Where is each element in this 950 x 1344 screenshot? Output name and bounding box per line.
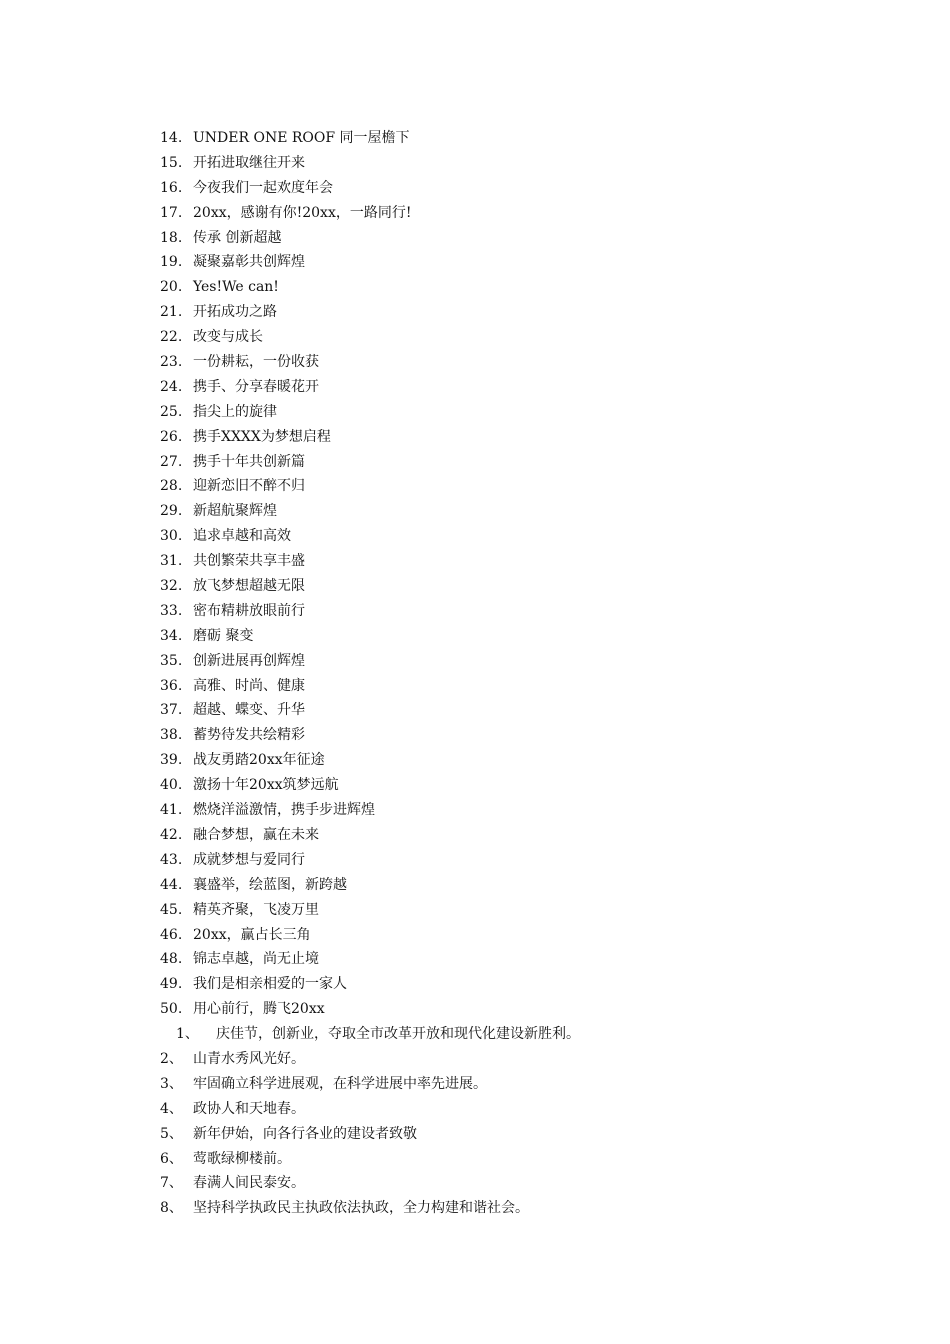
item-text: 开拓成功之路 xyxy=(193,304,277,321)
list-item xyxy=(160,698,880,723)
item-text: 携手、分享春暖花开 xyxy=(193,378,319,395)
list-item xyxy=(160,674,880,699)
item-text: 创新进展再创辉煌 xyxy=(193,652,305,669)
item-number: 46. xyxy=(160,926,183,943)
item-number: 8、 xyxy=(160,1200,183,1217)
item-number: 21. xyxy=(160,304,183,321)
list-item xyxy=(160,275,880,300)
list-item xyxy=(160,350,880,375)
item-text: 共创繁荣共享丰盛 xyxy=(193,553,305,570)
item-text: 一份耕耘，一份收获 xyxy=(193,354,319,371)
item-number: 37. xyxy=(160,702,183,719)
item-number: 45. xyxy=(160,901,183,918)
list-item xyxy=(160,624,880,649)
item-number: 30. xyxy=(160,528,183,545)
item-text: 20xx，赢占长三角 xyxy=(193,926,311,943)
item-number: 33. xyxy=(160,602,183,619)
item-text: Yes!We can! xyxy=(193,279,279,296)
list-item xyxy=(160,798,880,823)
list-item xyxy=(160,450,880,475)
list-item xyxy=(160,151,880,176)
list-item xyxy=(160,176,880,201)
item-text: 成就梦想与爱同行 xyxy=(193,851,305,868)
item-text: 春满人间民泰安。 xyxy=(193,1175,305,1192)
item-number: 20. xyxy=(160,279,183,296)
item-text: 今夜我们一起欢度年会 xyxy=(193,179,333,196)
list-item xyxy=(160,574,880,599)
item-text: 超越、蝶变、升华 xyxy=(193,702,305,719)
item-number: 31. xyxy=(160,553,183,570)
item-text: 山青水秀风光好。 xyxy=(193,1050,305,1067)
list-item xyxy=(160,126,880,151)
item-number: 29. xyxy=(160,503,183,520)
list-item xyxy=(160,599,880,624)
item-text: 牢固确立科学进展观，在科学进展中率先进展。 xyxy=(193,1075,487,1092)
list-item xyxy=(160,1171,880,1196)
item-text: 密布精耕放眼前行 xyxy=(193,602,305,619)
item-number: 50. xyxy=(160,1001,183,1018)
item-text: 新超航聚辉煌 xyxy=(193,503,277,520)
list-item xyxy=(160,923,880,948)
list-item xyxy=(160,947,880,972)
item-number: 43. xyxy=(160,851,183,868)
item-number: 44. xyxy=(160,876,183,893)
item-text: 坚持科学执政民主执政依法执政，全力构建和谐社会。 xyxy=(193,1200,529,1217)
item-text: 精英齐聚，飞凌万里 xyxy=(193,901,319,918)
list-item xyxy=(160,400,880,425)
item-text: 20xx，感谢有你!20xx，一路同行! xyxy=(193,204,412,221)
item-text: 政协人和天地春。 xyxy=(193,1100,305,1117)
item-text: 改变与成长 xyxy=(193,329,263,346)
item-number: 23. xyxy=(160,354,183,371)
list-item xyxy=(160,375,880,400)
item-text: 高雅、时尚、健康 xyxy=(193,677,305,694)
list-item xyxy=(160,1097,880,1122)
list-item xyxy=(160,649,880,674)
item-text: 指尖上的旋律 xyxy=(193,403,277,420)
list-item xyxy=(160,1196,880,1221)
item-text: 追求卓越和高效 xyxy=(193,528,291,545)
item-number: 15. xyxy=(160,154,183,171)
item-number: 16. xyxy=(160,179,183,196)
item-number: 17. xyxy=(160,204,183,221)
list-item xyxy=(160,972,880,997)
item-number: 7、 xyxy=(160,1175,183,1192)
item-text: 锦志卓越，尚无止境 xyxy=(193,951,319,968)
item-number: 49. xyxy=(160,976,183,993)
list-item xyxy=(160,425,880,450)
item-number: 39. xyxy=(160,752,183,769)
item-text: 庆佳节，创新业，夺取全市改革开放和现代化建设新胜利。 xyxy=(216,1026,580,1043)
item-text: UNDER ONE ROOF 同一屋檐下 xyxy=(193,130,410,146)
item-number: 40. xyxy=(160,777,183,794)
item-text: 战友勇踏20xx年征途 xyxy=(193,752,325,769)
item-number: 14. xyxy=(160,130,183,146)
item-text: 迎新恋旧不醉不归 xyxy=(193,478,305,495)
list-item xyxy=(160,1022,880,1047)
list-item xyxy=(160,748,880,773)
item-text: 磨砺 聚变 xyxy=(193,627,254,644)
item-text: 携手XXXX为梦想启程 xyxy=(193,428,331,445)
item-number: 36. xyxy=(160,677,183,694)
list-item xyxy=(160,300,880,325)
item-text: 放飞梦想超越无限 xyxy=(193,578,305,595)
list-item xyxy=(160,250,880,275)
item-number: 4、 xyxy=(160,1100,183,1117)
item-number: 32. xyxy=(160,578,183,595)
item-text: 襄盛举，绘蓝图，新跨越 xyxy=(193,876,347,893)
list-item xyxy=(160,549,880,574)
list-item xyxy=(160,1047,880,1072)
item-number: 1、 xyxy=(176,1026,199,1043)
item-text: 携手十年共创新篇 xyxy=(193,453,305,470)
item-text: 蓄势待发共绘精彩 xyxy=(193,727,305,744)
list-item xyxy=(160,1072,880,1097)
item-text: 融合梦想，赢在未来 xyxy=(193,826,319,843)
list-item xyxy=(160,325,880,350)
list-item xyxy=(160,524,880,549)
list-item xyxy=(160,1147,880,1172)
item-text: 莺歌绿柳楼前。 xyxy=(193,1150,291,1167)
item-number: 41. xyxy=(160,802,183,819)
list-item xyxy=(160,823,880,848)
item-number: 2、 xyxy=(160,1050,183,1067)
item-text: 开拓进取继往开来 xyxy=(193,154,305,171)
item-number: 24. xyxy=(160,378,183,395)
item-number: 26. xyxy=(160,428,183,445)
item-text: 凝聚嘉彰共创辉煌 xyxy=(193,254,305,271)
item-number: 34. xyxy=(160,627,183,644)
item-number: 5、 xyxy=(160,1125,183,1142)
item-number: 28. xyxy=(160,478,183,495)
list-item xyxy=(160,226,880,251)
list-item xyxy=(160,848,880,873)
item-number: 6、 xyxy=(160,1150,183,1167)
item-text: 用心前行，腾飞20xx xyxy=(193,1001,325,1018)
item-number: 27. xyxy=(160,453,183,470)
list-item xyxy=(160,773,880,798)
list-item xyxy=(160,898,880,923)
list-item xyxy=(160,723,880,748)
item-number: 18. xyxy=(160,229,183,246)
list-item xyxy=(160,1122,880,1147)
item-text: 新年伊始，向各行各业的建设者致敬 xyxy=(193,1125,417,1142)
item-text: 传承 创新超越 xyxy=(193,229,282,246)
item-text: 我们是相亲相爱的一家人 xyxy=(193,976,347,993)
list-item xyxy=(160,499,880,524)
list-item xyxy=(160,201,880,226)
list-item xyxy=(160,873,880,898)
list-item xyxy=(160,997,880,1022)
item-number: 42. xyxy=(160,826,183,843)
item-text: 激扬十年20xx筑梦远航 xyxy=(193,777,339,794)
item-number: 38. xyxy=(160,727,183,744)
item-number: 22. xyxy=(160,329,183,346)
list-item xyxy=(160,474,880,499)
item-number: 48. xyxy=(160,951,183,968)
item-number: 3、 xyxy=(160,1075,183,1092)
item-number: 19. xyxy=(160,254,183,271)
item-number: 35. xyxy=(160,652,183,669)
slogan-list xyxy=(160,126,880,1221)
item-number: 25. xyxy=(160,403,183,420)
item-text: 燃烧洋溢激情，携手步进辉煌 xyxy=(193,802,375,819)
